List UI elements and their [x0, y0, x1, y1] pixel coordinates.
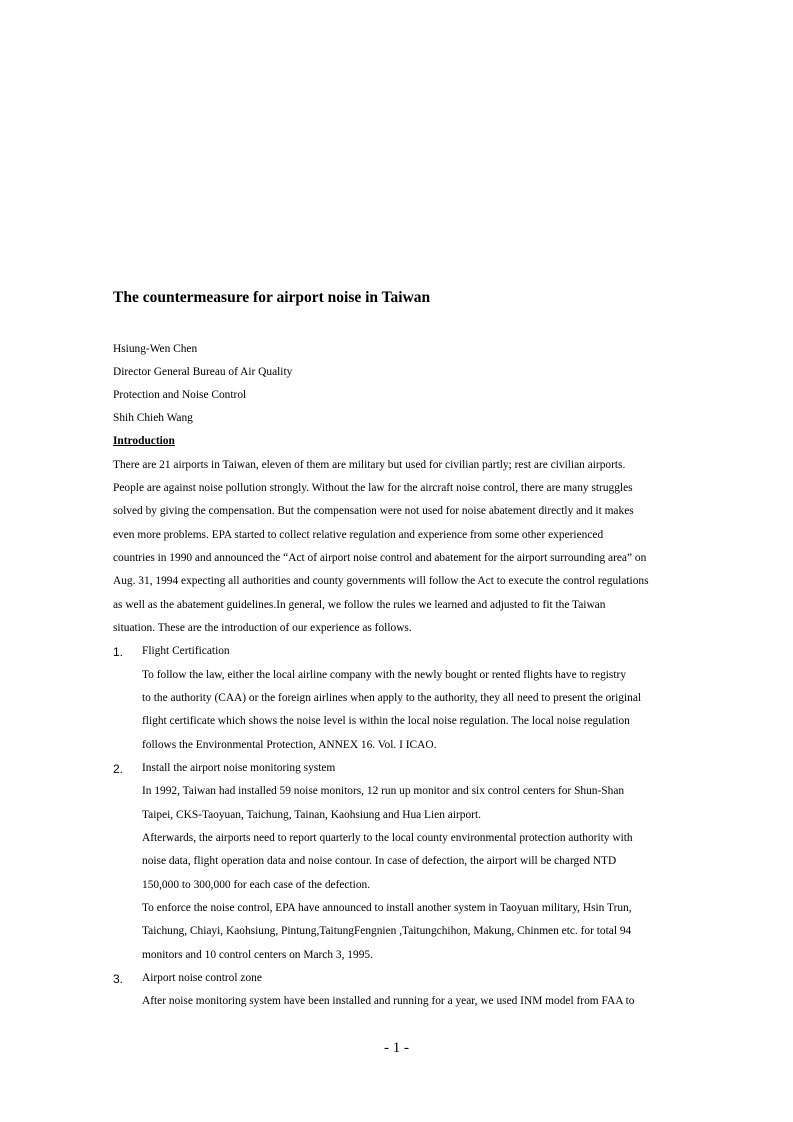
introduction-heading: Introduction: [113, 435, 175, 447]
paragraph-line: People are against noise pollution strongly. Without the law for the aircraft noise control, there are many struggles: [113, 482, 633, 494]
section-line: Taipei, CKS-Taoyuan, Taichung, Tainan, Kaohsiung and Hua Lien airport.: [142, 809, 481, 821]
paragraph-line: even more problems. EPA started to collect relative regulation and experience from some other experienced: [113, 529, 604, 541]
section-number: 2.: [113, 762, 124, 776]
paragraph-line: situation. These are the introduction of our experience as follows.: [113, 622, 412, 634]
section-line: After noise monitoring system have been installed and running for a year, we used INM model from FAA to: [142, 995, 635, 1007]
section-line: To follow the law, either the local airline company with the newly bought or rented flights have to registry: [142, 669, 627, 681]
paragraph-line: countries in 1990 and announced the “Act of airport noise control and abatement for the airport surrounding area” on: [113, 552, 647, 564]
second-author-name: Shih Chieh Wang: [113, 412, 193, 424]
author-affiliation-line-2: Protection and Noise Control: [113, 389, 247, 401]
section-line: To enforce the noise control, EPA have announced to install another system in Taoyuan military, Hsin Trun,: [142, 902, 632, 914]
paragraph-line: solved by giving the compensation. But the compensation were not used for noise abatement directly and it makes: [113, 505, 634, 517]
section-title: Flight Certification: [142, 645, 230, 657]
section-line: to the authority (CAA) or the foreign airlines when apply to the authority, they all need to present the original: [142, 692, 642, 704]
section-line: In 1992, Taiwan had installed 59 noise monitors, 12 run up monitor and six control centers for Shun-Shan: [142, 785, 625, 797]
section-line: noise data, flight operation data and noise contour. In case of defection, the airport will be charged NTD: [142, 855, 617, 867]
section-line: monitors and 10 control centers on March 3, 1995.: [142, 949, 373, 961]
paragraph-line: There are 21 airports in Taiwan, eleven of them are military but used for civilian partly; rest are civilian airports.: [113, 459, 626, 471]
section-line: Afterwards, the airports need to report quarterly to the local county environmental protection authority with: [142, 832, 633, 844]
paragraph-line: as well as the abatement guidelines.In general, we follow the rules we learned and adjusted to fit the Taiwan: [113, 599, 606, 611]
section-line: follows the Environmental Protection, ANNEX 16. Vol. I ICAO.: [142, 739, 437, 751]
section-number: 1.: [113, 645, 124, 659]
section-title: Install the airport noise monitoring system: [142, 762, 336, 774]
document-title: The countermeasure for airport noise in Taiwan: [113, 289, 431, 306]
paragraph-line: Aug. 31, 1994 expecting all authorities and county governments will follow the Act to execute the control regulations: [113, 575, 649, 587]
page-number: - 1 -: [384, 1040, 409, 1056]
section-number: 3.: [113, 972, 124, 986]
author-affiliation-line-1: Director General Bureau of Air Quality: [113, 366, 293, 378]
author-name: Hsiung-Wen Chen: [113, 343, 198, 355]
section-line: flight certificate which shows the noise level is within the local noise regulation. The local noise regulation: [142, 715, 630, 727]
section-line: Taichung, Chiayi, Kaohsiung, Pintung,TaitungFengnien ,Taitungchihon, Makung, Chinmen etc. for total 94: [142, 925, 632, 937]
section-title: Airport noise control zone: [142, 972, 262, 984]
section-line: 150,000 to 300,000 for each case of the defection.: [142, 879, 371, 891]
